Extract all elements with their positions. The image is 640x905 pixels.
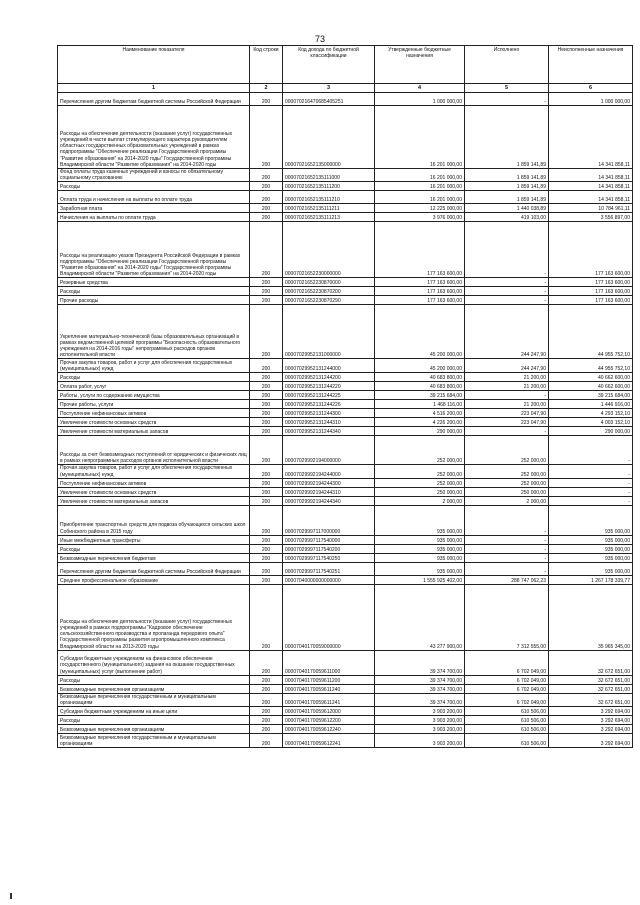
row-approved: 16 201 000,00 <box>375 182 465 191</box>
row-name: Прочая закупка товаров, работ и услуг для обеспечения государственных (муниципальных) нужд <box>58 359 250 373</box>
row-executed: 1 859 141,89 <box>465 191 549 204</box>
row-executed: 223 047,90 <box>465 409 549 418</box>
row-line-code: 200 <box>250 436 283 465</box>
row-approved: 3 903 200,00 <box>375 707 465 716</box>
row-executed: 610 506,00 <box>465 707 549 716</box>
row-unexecuted: 32 672 651,00 <box>549 675 633 684</box>
row-kbk: 00007040170059000000 <box>283 584 375 650</box>
row-approved: 177 163 600,00 <box>375 278 465 287</box>
row-approved: 290 000,00 <box>375 427 465 436</box>
row-approved: 40 683 800,00 <box>375 382 465 391</box>
row-name: Расходы <box>58 675 250 684</box>
row-unexecuted: 177 163 600,00 <box>549 278 633 287</box>
row-unexecuted: - <box>549 436 633 465</box>
row-name: Начисления на выплаты по оплате труда <box>58 213 250 222</box>
table-row <box>58 684 633 693</box>
row-name: Расходы за счет безвозмездных поступлений от юридических и физических лиц в рамках непрограммных расходов органов исполнительной власти <box>58 436 250 465</box>
row-approved: 39 374 700,00 <box>375 675 465 684</box>
row-line-code: 200 <box>250 204 283 213</box>
row-kbk: 00007021652135111213 <box>283 213 375 222</box>
row-unexecuted: 3 292 694,00 <box>549 734 633 748</box>
row-name: Расходы <box>58 373 250 382</box>
row-unexecuted: 177 163 600,00 <box>549 296 633 305</box>
row-line-code: 200 <box>250 675 283 684</box>
row-name: Увеличение стоимости материальных запасов <box>58 496 250 505</box>
row-executed: - <box>465 93 549 106</box>
row-unexecuted: 3 556 897,00 <box>549 213 633 222</box>
row-unexecuted: 935 000,00 <box>549 553 633 562</box>
header-approved: Утвержденные бюджетные назначения <box>375 46 465 84</box>
row-line-code: 200 <box>250 544 283 553</box>
row-unexecuted: 14 341 858,11 <box>549 169 633 182</box>
row-approved: 252 000,00 <box>375 465 465 478</box>
row-approved: 3 903 200,00 <box>375 734 465 748</box>
row-executed: 1 859 141,89 <box>465 182 549 191</box>
row-line-code: 200 <box>250 716 283 725</box>
table-row <box>58 409 633 418</box>
table-row <box>58 93 633 106</box>
row-kbk: 00007029952131244200 <box>283 373 375 382</box>
row-name: Расходы <box>58 716 250 725</box>
table-row <box>58 169 633 182</box>
table-row <box>58 427 633 436</box>
row-executed: 21 200,00 <box>465 382 549 391</box>
row-name: Расходы на обеспечение деятельности (оказание услуг) государственных учреждений в рамках подпрограммы "Кадровое обеспечение сельскохозяйственного производства и пропаганда передового опыта" Государственной программы развития агропромышленного комплекса Владимирской области на 2013-2020 годы <box>58 584 250 650</box>
row-name: Расходы <box>58 287 250 296</box>
table-row <box>58 382 633 391</box>
row-kbk: 00007040170059611241 <box>283 693 375 706</box>
row-line-code: 200 <box>250 418 283 427</box>
row-line-code: 200 <box>250 169 283 182</box>
row-approved: 16 201 000,00 <box>375 106 465 169</box>
row-name: Расходы на обеспечение деятельности (оказание услуг) государственных учреждений в части выплат стимулирующего характера руководителям областных государственных образовательных учреждений в рамках подпрограммы "Обеспечение реализации Государственной программы "Развитие образования" на 2014-2020 годы" Государственной программы Владимирской области "Развитие образования" на 2014-2020 годы <box>58 106 250 169</box>
row-name: Прочие расходы <box>58 296 250 305</box>
table-row <box>58 734 633 748</box>
row-approved: 4 516 200,00 <box>375 409 465 418</box>
budget-execution-table <box>57 45 633 748</box>
row-approved: 4 226 200,00 <box>375 418 465 427</box>
row-name: Расходы <box>58 544 250 553</box>
row-name: Приобретение транспортных средств для подвоза обучающихся сельских школ Собинского района в 2015 году <box>58 505 250 535</box>
row-kbk: 00007029997117540000 <box>283 535 375 544</box>
row-line-code: 200 <box>250 478 283 487</box>
row-approved: 16 201 000,00 <box>375 191 465 204</box>
row-kbk: 00007040170059612200 <box>283 716 375 725</box>
row-line-code: 200 <box>250 562 283 575</box>
row-unexecuted: 44 955 752,10 <box>549 359 633 373</box>
row-kbk: 00007029952131244220 <box>283 382 375 391</box>
row-name: Среднее профессиональное образование <box>58 575 250 584</box>
row-executed: 6 702 049,00 <box>465 650 549 675</box>
row-name: Работы, услуги по содержанию имущества <box>58 391 250 400</box>
row-approved: 935 000,00 <box>375 553 465 562</box>
table-row <box>58 584 633 650</box>
row-unexecuted: 1 446 916,00 <box>549 400 633 409</box>
table-body <box>58 93 633 748</box>
row-executed: 244 247,90 <box>465 359 549 373</box>
row-kbk: 00007040170059611240 <box>283 684 375 693</box>
table-row <box>58 562 633 575</box>
row-executed: 288 747 062,23 <box>465 575 549 584</box>
page-number: 73 <box>314 34 325 44</box>
row-unexecuted: 44 955 752,10 <box>549 305 633 359</box>
row-kbk: 00007021652135111000 <box>283 169 375 182</box>
row-executed: - <box>465 287 549 296</box>
row-approved: 39 374 700,00 <box>375 693 465 706</box>
row-line-code: 200 <box>250 584 283 650</box>
row-name: Субсидии бюджетным учреждениям на финансовое обеспечение государственного (муниципального) задания на оказание государственных (муниципальных) услуг (выполнение работ) <box>58 650 250 675</box>
row-kbk: 00007029992194244000 <box>283 465 375 478</box>
row-approved: 1 555 925 402,00 <box>375 575 465 584</box>
row-kbk: 00007029952131244226 <box>283 400 375 409</box>
row-line-code: 200 <box>250 359 283 373</box>
row-approved: 177 163 600,00 <box>375 296 465 305</box>
scan-mark <box>10 893 12 899</box>
row-unexecuted: 1 000 000,00 <box>549 93 633 106</box>
row-kbk: 00007029992194244300 <box>283 478 375 487</box>
row-approved: 16 201 000,00 <box>375 169 465 182</box>
row-name: Расходы <box>58 182 250 191</box>
row-kbk: 00007029997117540250 <box>283 553 375 562</box>
row-line-code: 200 <box>250 684 283 693</box>
row-line-code: 200 <box>250 725 283 734</box>
table-row <box>58 373 633 382</box>
column-number: 2 <box>250 84 283 93</box>
row-line-code: 200 <box>250 213 283 222</box>
row-executed: - <box>465 544 549 553</box>
table-row <box>58 575 633 584</box>
table-row <box>58 436 633 465</box>
table-row <box>58 359 633 373</box>
row-approved: 177 163 600,00 <box>375 287 465 296</box>
row-approved: 252 000,00 <box>375 478 465 487</box>
row-approved: 177 163 600,00 <box>375 222 465 278</box>
row-executed: 419 103,00 <box>465 213 549 222</box>
row-unexecuted: - <box>549 487 633 496</box>
row-name: Прочая закупка товаров, работ и услуг для обеспечения государственных (муниципальных) нужд <box>58 465 250 478</box>
table-row <box>58 213 633 222</box>
row-executed: 6 702 049,00 <box>465 675 549 684</box>
row-unexecuted: 177 163 600,00 <box>549 287 633 296</box>
row-approved: 39 215 684,00 <box>375 391 465 400</box>
row-kbk: 00007029997117000000 <box>283 505 375 535</box>
row-line-code: 200 <box>250 106 283 169</box>
table-row <box>58 716 633 725</box>
row-executed: 1 859 141,89 <box>465 106 549 169</box>
row-executed: 252 000,00 <box>465 478 549 487</box>
row-kbk: 00007021652135000000 <box>283 106 375 169</box>
table-row <box>58 675 633 684</box>
row-name: Поступление нефинансовых активов <box>58 478 250 487</box>
table-row <box>58 478 633 487</box>
table-header-row <box>58 46 633 84</box>
row-executed: - <box>465 296 549 305</box>
row-line-code: 200 <box>250 505 283 535</box>
row-line-code: 200 <box>250 222 283 278</box>
row-line-code: 200 <box>250 575 283 584</box>
row-approved: 935 000,00 <box>375 562 465 575</box>
row-name: Безвозмездные перечисления организациям <box>58 725 250 734</box>
row-unexecuted: 32 672 651,00 <box>549 650 633 675</box>
row-line-code: 200 <box>250 305 283 359</box>
row-approved: 3 976 000,00 <box>375 213 465 222</box>
row-name: Укрепление материально-технической базы образовательных организаций в рамках ведомственной целевой программы "Безопасность образовательного учреждения на 2014-2016 годы" непрограммных расходов органов исполнительной власти <box>58 305 250 359</box>
row-kbk: 000070216470685405251 <box>283 93 375 106</box>
row-executed: 244 247,90 <box>465 305 549 359</box>
row-approved: 39 374 700,00 <box>375 650 465 675</box>
row-unexecuted: 290 000,00 <box>549 427 633 436</box>
row-unexecuted: 4 293 152,10 <box>549 409 633 418</box>
table-row <box>58 707 633 716</box>
table-row <box>58 296 633 305</box>
row-kbk: 00007021652230000000 <box>283 222 375 278</box>
row-kbk: 00007021652135111211 <box>283 204 375 213</box>
table-row <box>58 535 633 544</box>
row-name: Увеличение стоимости основных средств <box>58 418 250 427</box>
row-line-code: 200 <box>250 287 283 296</box>
row-approved: 252 000,00 <box>375 436 465 465</box>
row-kbk: 00007029952131244000 <box>283 359 375 373</box>
row-unexecuted: 3 292 694,00 <box>549 725 633 734</box>
row-approved: 45 200 000,00 <box>375 359 465 373</box>
row-name: Оплата труда и начисления на выплаты по оплате труда <box>58 191 250 204</box>
row-executed: 223 047,90 <box>465 418 549 427</box>
row-unexecuted: 14 341 858,11 <box>549 191 633 204</box>
row-name: Фонд оплаты труда казенных учреждений и взносы по обязательному социальному страхованию <box>58 169 250 182</box>
row-approved: 935 000,00 <box>375 544 465 553</box>
row-line-code: 200 <box>250 391 283 400</box>
row-executed: 610 506,00 <box>465 725 549 734</box>
row-approved: 250 000,00 <box>375 487 465 496</box>
row-line-code: 200 <box>250 296 283 305</box>
row-executed: 250 000,00 <box>465 487 549 496</box>
row-kbk: 00007029997117540200 <box>283 544 375 553</box>
row-line-code: 200 <box>250 465 283 478</box>
table-row <box>58 693 633 706</box>
row-kbk: 00007021652135111210 <box>283 191 375 204</box>
row-unexecuted: 32 672 651,00 <box>549 693 633 706</box>
column-number: 3 <box>283 84 375 93</box>
row-name: Перечисления другим бюджетам бюджетной системы Российской Федерации <box>58 562 250 575</box>
row-line-code: 200 <box>250 409 283 418</box>
row-unexecuted: 935 000,00 <box>549 544 633 553</box>
table-row <box>58 650 633 675</box>
row-executed: 6 702 049,00 <box>465 693 549 706</box>
row-executed: - <box>465 222 549 278</box>
row-kbk: 00007021652230870000 <box>283 278 375 287</box>
row-approved: 935 000,00 <box>375 505 465 535</box>
row-approved: 39 374 700,00 <box>375 684 465 693</box>
row-name: Резервные средства <box>58 278 250 287</box>
row-kbk: 00007029992194244340 <box>283 496 375 505</box>
row-kbk: 00007040170059612000 <box>283 707 375 716</box>
row-approved: 3 903 200,00 <box>375 725 465 734</box>
table-row <box>58 465 633 478</box>
table-row <box>58 400 633 409</box>
row-executed: - <box>465 505 549 535</box>
row-name: Безвозмездные перечисления бюджетам <box>58 553 250 562</box>
table-row <box>58 487 633 496</box>
row-executed: 2 000,00 <box>465 496 549 505</box>
row-line-code: 200 <box>250 707 283 716</box>
table-row <box>58 544 633 553</box>
row-executed: 610 506,00 <box>465 716 549 725</box>
row-unexecuted: 935 000,00 <box>549 562 633 575</box>
row-line-code: 200 <box>250 382 283 391</box>
row-kbk: 00007029952131244310 <box>283 418 375 427</box>
column-number: 5 <box>465 84 549 93</box>
table-row <box>58 278 633 287</box>
table-row <box>58 391 633 400</box>
row-approved: 43 277 900,00 <box>375 584 465 650</box>
table-row <box>58 496 633 505</box>
header-kbk: Код дохода по бюджетной классификации <box>283 46 375 84</box>
row-name: Безвозмездные перечисления организациям <box>58 684 250 693</box>
row-executed: - <box>465 427 549 436</box>
row-executed: 610 506,00 <box>465 734 549 748</box>
row-line-code: 200 <box>250 650 283 675</box>
row-unexecuted: - <box>549 496 633 505</box>
row-executed: 21 200,00 <box>465 373 549 382</box>
row-line-code: 200 <box>250 427 283 436</box>
row-approved: 2 000,00 <box>375 496 465 505</box>
header-name: Наименование показателя <box>58 46 250 84</box>
row-name: Перечисления другим бюджетам бюджетной системы Российской Федерации <box>58 93 250 106</box>
row-unexecuted: 10 784 961,11 <box>549 204 633 213</box>
row-executed: 252 000,00 <box>465 465 549 478</box>
row-kbk: 00007029997117540251 <box>283 562 375 575</box>
row-executed: - <box>465 535 549 544</box>
row-executed: - <box>465 553 549 562</box>
row-unexecuted: 39 215 684,00 <box>549 391 633 400</box>
row-name: Иные межбюджетные трансферты <box>58 535 250 544</box>
row-approved: 1 000 000,00 <box>375 93 465 106</box>
row-line-code: 200 <box>250 553 283 562</box>
row-executed: 1 440 038,89 <box>465 204 549 213</box>
table-row <box>58 204 633 213</box>
column-number: 1 <box>58 84 250 93</box>
row-line-code: 200 <box>250 693 283 706</box>
row-kbk: 00007040000000000000 <box>283 575 375 584</box>
table-row <box>58 182 633 191</box>
column-number-row <box>58 84 633 93</box>
row-unexecuted: - <box>549 465 633 478</box>
row-unexecuted: 1 267 178 339,77 <box>549 575 633 584</box>
row-kbk: 00007021652230870200 <box>283 287 375 296</box>
row-kbk: 00007021652135111200 <box>283 182 375 191</box>
row-unexecuted: - <box>549 478 633 487</box>
row-name: Увеличение стоимости материальных запасов <box>58 427 250 436</box>
row-line-code: 200 <box>250 182 283 191</box>
row-name: Субсидии бюджетным учреждениям на иные цели <box>58 707 250 716</box>
row-approved: 935 000,00 <box>375 535 465 544</box>
row-approved: 1 468 116,00 <box>375 400 465 409</box>
table-row <box>58 725 633 734</box>
header-line-code: Код строки <box>250 46 283 84</box>
row-unexecuted: 35 965 345,00 <box>549 584 633 650</box>
row-unexecuted: 935 000,00 <box>549 505 633 535</box>
row-kbk: 00007029952131244225 <box>283 391 375 400</box>
row-kbk: 00007040170059611200 <box>283 675 375 684</box>
row-approved: 3 903 200,00 <box>375 716 465 725</box>
row-kbk: 00007029992194000000 <box>283 436 375 465</box>
table-row <box>58 305 633 359</box>
table-row <box>58 553 633 562</box>
row-kbk: 00007040170059611000 <box>283 650 375 675</box>
table-row <box>58 106 633 169</box>
header-unexecuted: Неисполненные назначения <box>549 46 633 84</box>
row-line-code: 200 <box>250 400 283 409</box>
row-approved: 45 200 000,00 <box>375 305 465 359</box>
column-number: 6 <box>549 84 633 93</box>
row-executed: 7 312 555,00 <box>465 584 549 650</box>
table-row <box>58 222 633 278</box>
row-name: Безвозмездные перечисления государственным и муниципальным организациям <box>58 693 250 706</box>
header-executed: Исполнено <box>465 46 549 84</box>
row-name: Оплата работ, услуг <box>58 382 250 391</box>
row-kbk: 00007040170059612240 <box>283 725 375 734</box>
row-name: Поступление нефинансовых активов <box>58 409 250 418</box>
row-line-code: 200 <box>250 191 283 204</box>
row-unexecuted: 4 003 152,10 <box>549 418 633 427</box>
row-name: Безвозмездные перечисления государственным и муниципальным организациям <box>58 734 250 748</box>
row-unexecuted: 935 000,00 <box>549 535 633 544</box>
row-unexecuted: 40 662 600,00 <box>549 382 633 391</box>
row-approved: 40 683 800,00 <box>375 373 465 382</box>
row-executed: - <box>465 278 549 287</box>
row-executed: - <box>465 391 549 400</box>
row-kbk: 00007040170059612241 <box>283 734 375 748</box>
row-executed: 6 702 049,00 <box>465 684 549 693</box>
table-row <box>58 287 633 296</box>
row-name: Прочие работы, услуги <box>58 400 250 409</box>
row-unexecuted: 3 292 694,00 <box>549 716 633 725</box>
table-row <box>58 191 633 204</box>
row-line-code: 200 <box>250 535 283 544</box>
table-row <box>58 418 633 427</box>
table-row <box>58 505 633 535</box>
row-line-code: 200 <box>250 487 283 496</box>
row-line-code: 200 <box>250 496 283 505</box>
row-kbk: 00007029952131244300 <box>283 409 375 418</box>
row-executed: 252 000,00 <box>465 436 549 465</box>
row-unexecuted: 14 341 858,11 <box>549 106 633 169</box>
row-executed: 21 200,00 <box>465 400 549 409</box>
row-executed: - <box>465 562 549 575</box>
row-line-code: 200 <box>250 373 283 382</box>
row-kbk: 00007029992194244310 <box>283 487 375 496</box>
row-name: Заработная плата <box>58 204 250 213</box>
row-unexecuted: 3 292 694,00 <box>549 707 633 716</box>
row-unexecuted: 14 341 858,11 <box>549 182 633 191</box>
row-unexecuted: 32 672 651,00 <box>549 684 633 693</box>
row-line-code: 200 <box>250 278 283 287</box>
row-line-code: 200 <box>250 93 283 106</box>
row-unexecuted: 177 163 600,00 <box>549 222 633 278</box>
row-executed: 1 859 141,89 <box>465 169 549 182</box>
row-name: Расходы на реализацию указов Президента Российской Федерации в рамках подпрограммы "Обеспечение реализации Государственной программы "Развитие образования" на 2014-2020 годы" Государственной программы Владимирской области "Развитие образования" на 2014-2020 годы <box>58 222 250 278</box>
row-kbk: 00007029952131000000 <box>283 305 375 359</box>
row-approved: 12 225 000,00 <box>375 204 465 213</box>
column-number: 4 <box>375 84 465 93</box>
row-unexecuted: 40 662 600,00 <box>549 373 633 382</box>
row-line-code: 200 <box>250 734 283 748</box>
row-name: Увеличение стоимости основных средств <box>58 487 250 496</box>
row-kbk: 00007021652230870290 <box>283 296 375 305</box>
row-kbk: 00007029952131244340 <box>283 427 375 436</box>
